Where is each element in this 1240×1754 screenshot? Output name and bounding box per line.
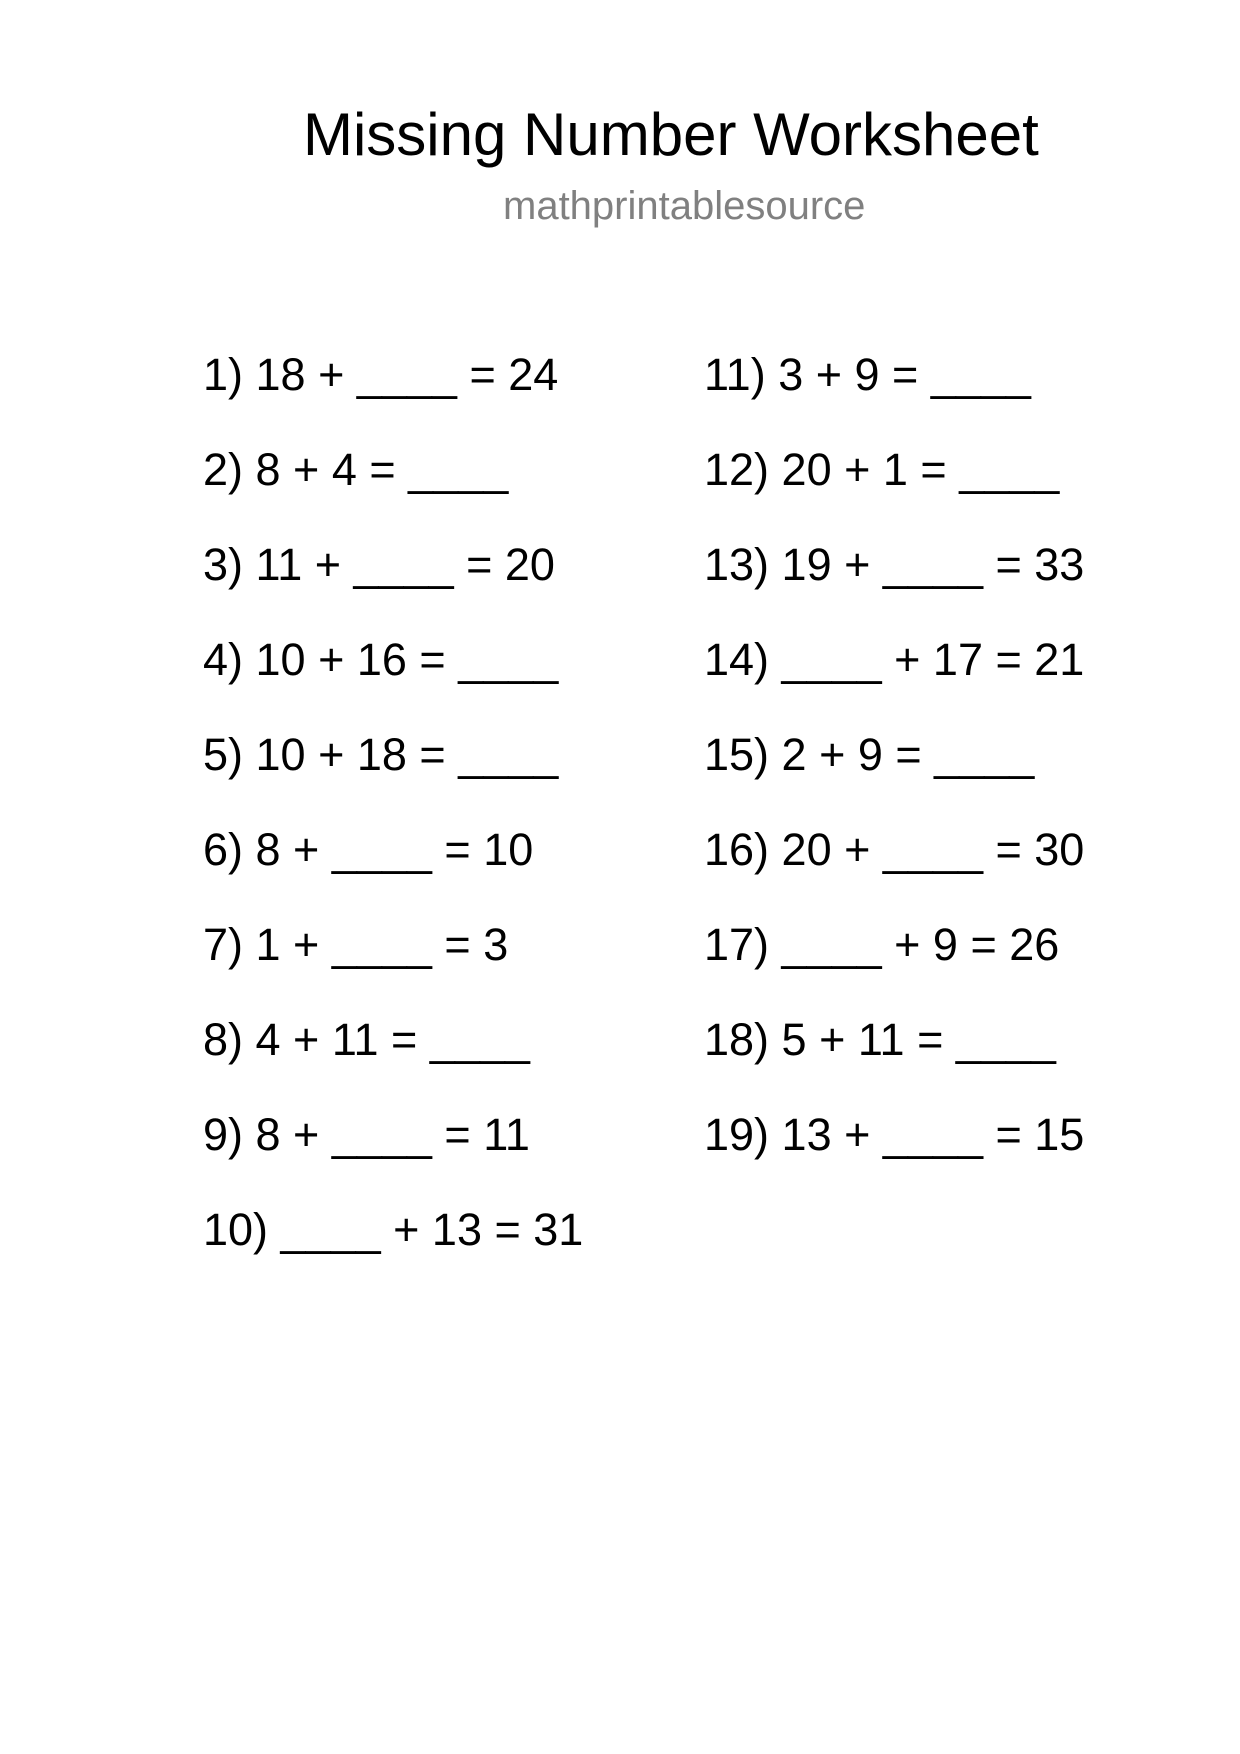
problem-19: 19) 13 + ____ = 15 <box>704 1109 1085 1160</box>
problem-14: 14) ____ + 17 = 21 <box>704 634 1085 685</box>
problem-9: 9) 8 + ____ = 11 <box>203 1109 530 1160</box>
problem-column-right <box>704 348 1084 1203</box>
problem-5: 5) 10 + 18 = ____ <box>203 729 559 780</box>
problem-18: 18) 5 + 11 = ____ <box>704 1014 1056 1065</box>
problem-17: 17) ____ + 9 = 26 <box>704 919 1060 970</box>
problem-7: 7) 1 + ____ = 3 <box>203 919 509 970</box>
worksheet-source: mathprintablesource <box>503 184 866 228</box>
worksheet-title: Missing Number Worksheet <box>303 101 1039 168</box>
problem-2: 2) 8 + 4 = ____ <box>203 444 509 495</box>
problem-10: 10) ____ + 13 = 31 <box>203 1204 584 1255</box>
problem-11: 11) 3 + 9 = ____ <box>704 349 1031 400</box>
problem-12: 12) 20 + 1 = ____ <box>704 444 1060 495</box>
problem-8: 8) 4 + 11 = ____ <box>203 1014 530 1065</box>
problem-16: 16) 20 + ____ = 30 <box>704 824 1085 875</box>
problem-4: 4) 10 + 16 = ____ <box>203 634 559 685</box>
problem-13: 13) 19 + ____ = 33 <box>704 539 1085 590</box>
problem-6: 6) 8 + ____ = 10 <box>203 824 534 875</box>
problem-column-left <box>203 348 583 1298</box>
problem-15: 15) 2 + 9 = ____ <box>704 729 1035 780</box>
problem-1: 1) 18 + ____ = 24 <box>203 349 559 400</box>
problem-3: 3) 11 + ____ = 20 <box>203 539 555 590</box>
